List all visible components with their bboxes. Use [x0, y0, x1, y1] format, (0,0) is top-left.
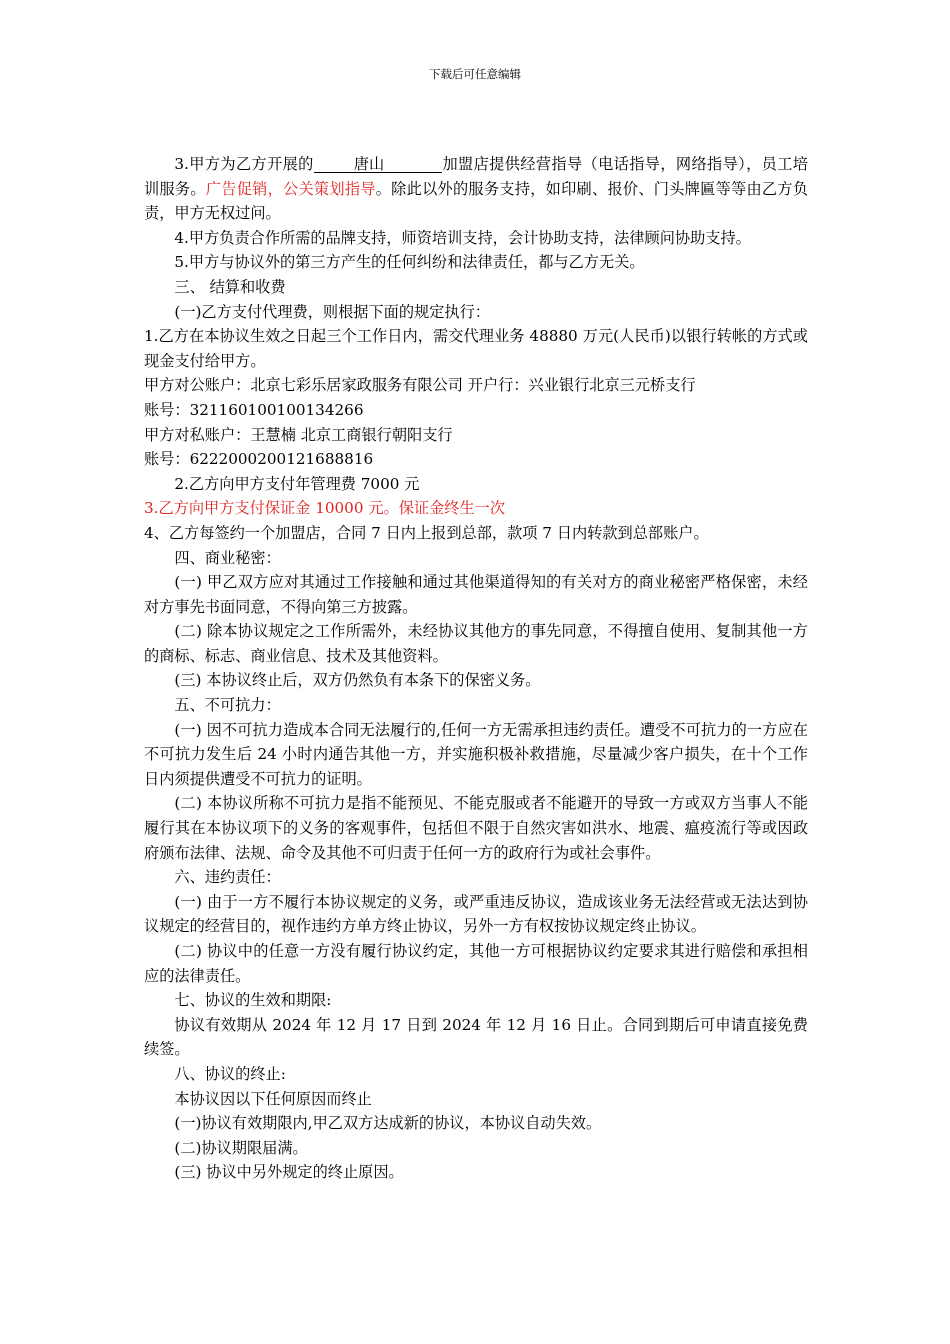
section-heading-secrets: 四、商业秘密： [174, 548, 281, 567]
paragraph-private-account-number: 账号：6222000200121688816 [144, 450, 374, 469]
paragraph-secrets-2: (二) 除本协议规定之工作所需外，未经协议其他方的事先同意，不得擅自使用、复制其他一方的商标、标志、商业信息、技术及其他资料。 [144, 622, 808, 665]
paragraph-termination-2: (二)协议期限届满。 [174, 1138, 308, 1157]
paragraph-secrets-1: (一) 甲乙双方应对其通过工作接触和通过其他渠道得知的有关对方的商业秘密严格保密，未经对方事先书面同意，不得向第三方披露。 [144, 573, 808, 616]
paragraph-third-party: 5.甲方与协议外的第三方产生的任何纠纷和法律责任，都与乙方无关。 [174, 253, 645, 272]
paragraph-service-support [144, 152, 808, 226]
section-heading-termination: 八、协议的终止: [174, 1064, 286, 1083]
text-segment: 3.甲方为乙方开展的 [174, 155, 314, 173]
paragraph-term: 协议有效期从 2024 年 12 月 17 日到 2024 年 12 月 16 日止。合同到期后可申请直接免费续签。 [144, 1015, 808, 1059]
paragraph-force-majeure-2: (二) 本协议所称不可抗力是指不能预见、不能克服或者不能避开的导致一方或双方当事人不能履行其在本协议项下的义务的客观事件，包括但不限于自然灾害如洪水、地震、瘟疫流行等或因政府颁布法律、法规、命令及其他不可归责于任何一方的政府行为或社会事件。 [144, 794, 808, 862]
blank-city-field: 唐山 [314, 156, 442, 173]
paragraph-deposit: 3.乙方向甲方支付保证金 10000 元。保证金终生一次 [144, 499, 506, 518]
paragraph-liability-2: (二) 协议中的任意一方没有履行协议约定，其他一方可根据协议约定要求其进行赔偿和承担相应的法律责任。 [144, 942, 808, 985]
highlighted-text: 广告促销，公关策划指导 [205, 179, 376, 198]
paragraph-secrets-3: (三) 本协议终止后，双方仍然负有本条下的保密义务。 [174, 671, 541, 690]
paragraph-agency-fee: (一)乙方支付代理费，则根据下面的规定执行： [174, 302, 490, 321]
text-segment: 。除此以外的服务支持，如印刷、报价、门头牌匾等等由乙方负责，甲方无权过问。 [144, 179, 809, 223]
section-heading-force-majeure: 五、不可抗力： [174, 696, 281, 715]
paragraph-termination-1: (一)协议有效期限内,甲乙双方达成新的协议，本协议自动失效。 [174, 1114, 602, 1133]
paragraph-brand-support: 4.甲方负责合作所需的品牌支持，师资培训支持，会计协助支持，法律顾问协助支持。 [174, 228, 751, 247]
paragraph-force-majeure-1: (一) 因不可抗力造成本合同无法履行的,任何一方无需承担违约责任。遭受不可抗力的一方应在不可抗力发生后 24 小时内通告其他一方，并实施积极补救措施，尽量减少客户损失，在十个工作日内须提供遭受不可抗力的证明。 [144, 720, 808, 788]
paragraph-liability-1: (一) 由于一方不履行本协议规定的义务，或严重违反协议，造成该业务无法经营或无法达到协议规定的经营目的，视作违约方单方终止协议，另外一方有权按协议规定终止协议。 [144, 892, 808, 936]
document-body [144, 152, 808, 1185]
section-heading-liability: 六、违约责任： [174, 868, 281, 887]
paragraph-private-account: 甲方对私账户：王慧楠 北京工商银行朝阳支行 [144, 425, 453, 444]
paragraph-store-report: 4、乙方每签约一个加盟店，合同 7 日内上报到总部，款项 7 日内转款到总部账户。 [144, 523, 709, 542]
page-header: 下载后可任意编辑 [429, 67, 521, 81]
paragraph-termination-3: (三) 协议中另外规定的终止原因。 [174, 1163, 404, 1182]
paragraph-corporate-account: 甲方对公账户：北京七彩乐居家政服务有限公司 开户行：兴业银行北京三元桥支行 [144, 376, 696, 395]
paragraph-corporate-account-number: 账号：321160100100134266 [144, 400, 364, 419]
paragraph-termination-intro: 本协议因以下任何原因而终止 [174, 1089, 372, 1108]
paragraph-payment-term: 1.乙方在本协议生效之日起三个工作日内，需交代理业务 48880 万元(人民币)以银行转帐的方式或现金支付给甲方。 [144, 327, 808, 370]
section-heading-term: 七、协议的生效和期限: [174, 991, 332, 1010]
text-segment: 加盟店提供经营指导（电话指导，网络指导），员工培训服务。 [144, 155, 808, 198]
section-heading-settlement: 三、 结算和收费 [174, 277, 286, 296]
paragraph-management-fee: 2.乙方向甲方支付年管理费 7000 元 [174, 474, 420, 493]
